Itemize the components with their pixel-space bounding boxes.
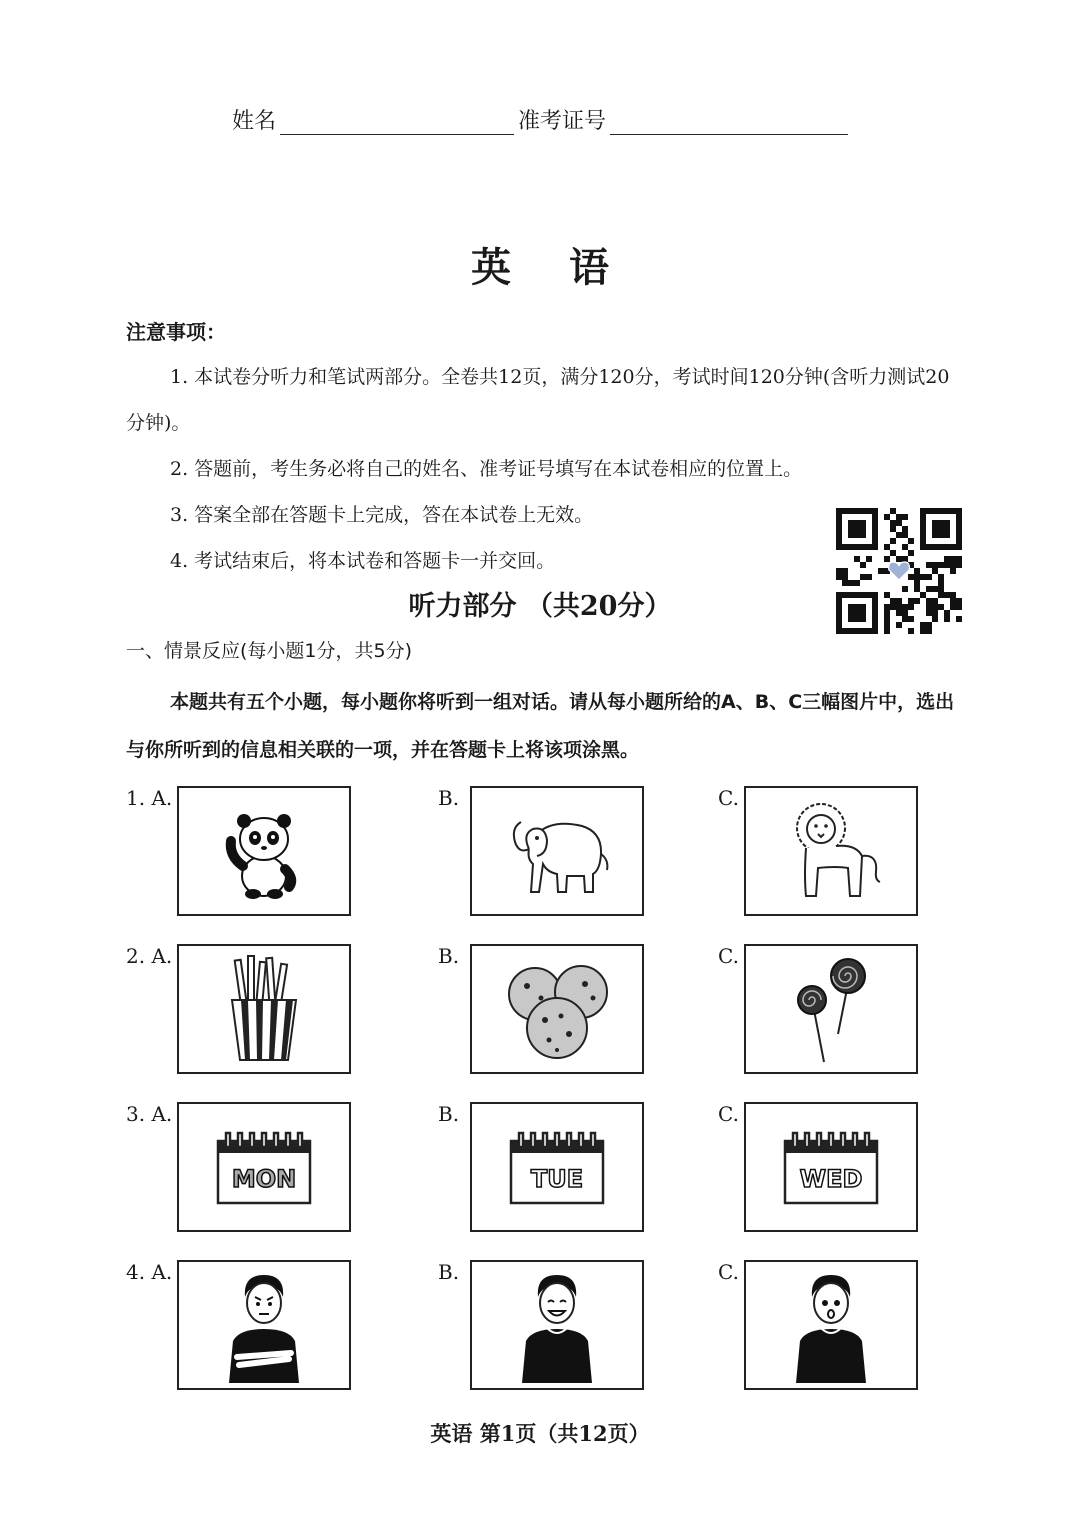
q3-option-c[interactable]: [744, 1102, 918, 1232]
q4-option-c[interactable]: [744, 1260, 918, 1390]
q3-c-label: C.: [718, 1102, 739, 1126]
lion-icon: [776, 796, 886, 906]
calendar-mon-icon: [214, 1127, 314, 1207]
part1-heading: 一、情景反应(每小题1分，共5分): [126, 640, 413, 662]
lollipops-icon: [786, 954, 876, 1064]
q2-option-c[interactable]: [744, 944, 918, 1074]
calendar-wed-text: WED: [799, 1165, 863, 1193]
elephant-icon: [497, 804, 617, 899]
calendar-mon-text: MON: [231, 1165, 297, 1193]
q3-option-b[interactable]: [470, 1102, 644, 1232]
header-fields: [232, 104, 852, 135]
q4-b-label: B.: [438, 1260, 460, 1284]
q2-a-label: 2. A.: [126, 944, 173, 968]
q3-a-label: 3. A.: [126, 1102, 173, 1126]
name-label: 姓名: [232, 109, 277, 134]
id-label: 准考证号: [518, 109, 607, 134]
panda-icon: [219, 801, 309, 901]
q1-option-b[interactable]: [470, 786, 644, 916]
notice-item-4: 4. 考试结束后，将本试卷和答题卡一并交回。: [170, 550, 556, 572]
q4-option-a[interactable]: [177, 1260, 351, 1390]
q2-c-label: C.: [718, 944, 739, 968]
calendar-wed-icon: [781, 1127, 881, 1207]
fries-icon: [224, 954, 304, 1064]
q4-a-label: 4. A.: [126, 1260, 173, 1284]
page-footer: 英语 第1页（共12页）: [430, 1421, 650, 1446]
calendar-tue-text: TUE: [530, 1165, 584, 1193]
cookies-icon: [497, 954, 617, 1064]
q1-option-a[interactable]: [177, 786, 351, 916]
notice-item-3: 3. 答案全部在答题卡上完成，答在本试卷上无效。: [170, 504, 594, 526]
q3-option-a[interactable]: [177, 1102, 351, 1232]
part1-instruction: [126, 678, 956, 774]
q1-c-label: C.: [718, 786, 739, 810]
notice-item-2: 2. 答题前，考生务必将自己的姓名、准考证号填写在本试卷相应的位置上。: [170, 458, 803, 480]
calendar-tue-icon: [507, 1127, 607, 1207]
q4-c-label: C.: [718, 1260, 739, 1284]
q2-option-a[interactable]: [177, 944, 351, 1074]
listening-title: 听力部分 （共20分）: [408, 591, 672, 622]
notice-heading: 注意事项：: [126, 320, 226, 344]
q2-option-b[interactable]: [470, 944, 644, 1074]
q1-b-label: B.: [438, 786, 460, 810]
id-blank: [610, 108, 848, 135]
q2-b-label: B.: [438, 944, 460, 968]
page-title: 英语: [471, 244, 667, 291]
q1-a-label: 1. A.: [126, 786, 173, 810]
instruction-text: 本题共有五个小题，每小题你将听到一组对话。请从每小题所给的A、B、C三幅图片中，选出与你所听到的信息相关联的一项，并在答题卡上将该项涂黑。: [126, 691, 955, 761]
boy-smiling-icon: [512, 1267, 602, 1383]
notice-list: [126, 354, 956, 584]
q3-b-label: B.: [438, 1102, 460, 1126]
q4-option-b[interactable]: [470, 1260, 644, 1390]
name-blank: [280, 108, 514, 135]
notice-item-1: 1. 本试卷分听力和笔试两部分。全卷共12页，满分120分，考试时间120分钟(含听力测试20分钟)。: [126, 366, 950, 434]
boy-arms-crossed-icon: [219, 1267, 309, 1383]
boy-surprised-icon: [786, 1267, 876, 1383]
q1-option-c[interactable]: [744, 786, 918, 916]
